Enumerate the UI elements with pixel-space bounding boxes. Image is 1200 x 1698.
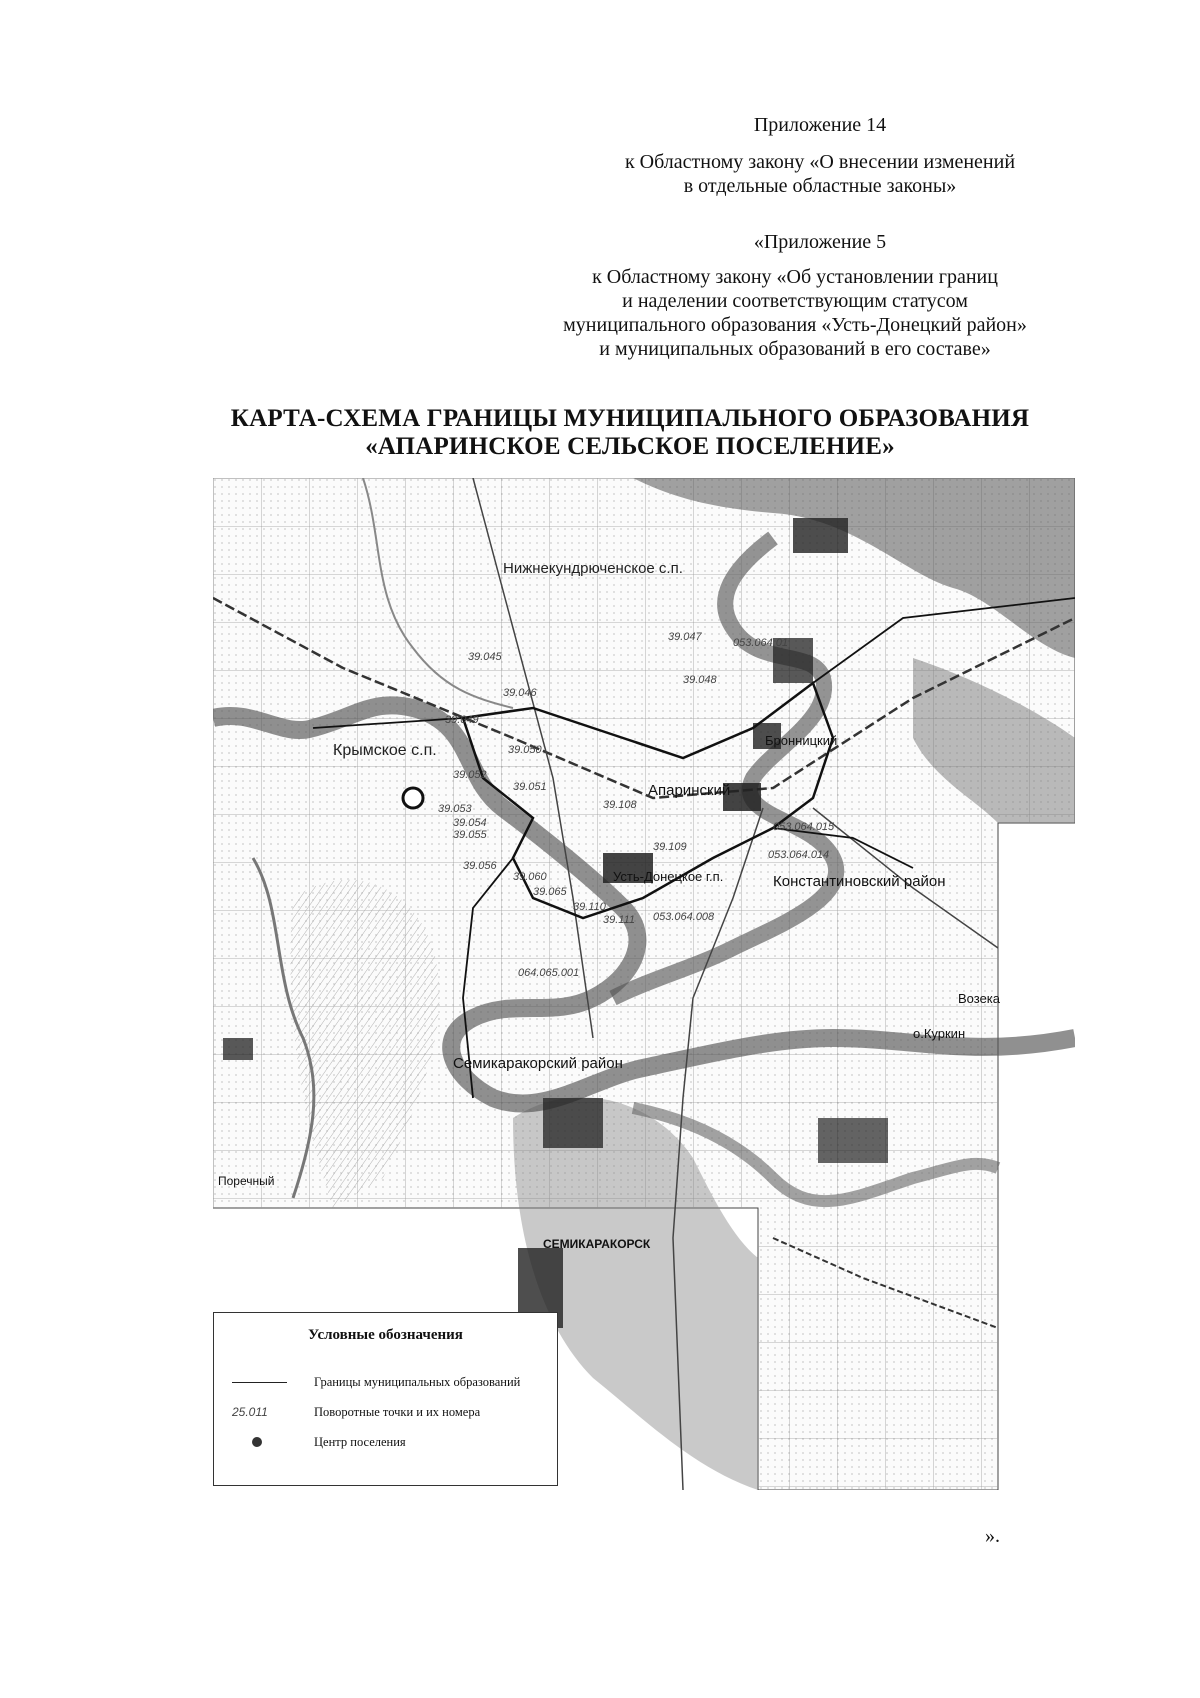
point-label: 053.064.014 [768,849,830,861]
legend-label: Границы муниципальных образований [314,1375,521,1389]
label-porechny: Поречный [218,1174,275,1188]
settlement-novozolotovskaya [818,1118,888,1163]
law1-line1: к Областному закону «О внесении изменений [624,151,1016,173]
point-label: 39.109 [653,841,687,853]
point-label: 39.049 [445,714,479,726]
legend-label: Поворотные точки и их номера [314,1405,481,1419]
settlement-kanygin [223,1038,253,1060]
map-title [140,405,1120,461]
point-label: 39.051 [513,781,547,793]
law1-line2: в отдельные областные законы» [683,175,957,197]
law2-line3: муниципального образования «Усть-Донецкий район» [563,314,1027,336]
label-bronnitsky: Бронницкий [765,733,838,748]
settlement-center-dot-icon [252,1437,262,1447]
legend-item-boundary [214,1373,557,1393]
point-label: 39.047 [668,631,702,643]
point-label: 39.055 [453,829,487,841]
settlement-nizhnekundryuchenskaya [793,518,848,553]
legend-label: Центр поселения [314,1435,406,1449]
map-title-line2: «АПАРИНСКОЕ СЕЛЬСКОЕ ПОСЕЛЕНИЕ» [365,433,895,460]
label-aparinsky: Апаринский [648,782,731,799]
label-semikarakorsk: СЕМИКАРАКОРСК [543,1237,651,1251]
label-nizhnekundryuchenskoe: Нижнекундрюченское с.п. [503,560,683,577]
point-label: 39.110 [573,901,606,913]
point-label: 39.108 [603,799,637,811]
map-legend [213,1312,558,1486]
point-label: 064.065.001 [518,967,580,979]
point-label: 39.056 [463,860,497,872]
legend-title: Условные обозначения [308,1327,463,1343]
point-label: 053.064.008 [653,911,715,923]
law1-reference [540,150,1100,198]
point-label: 39.052 [453,769,487,781]
label-krymskoe: Крымское с.п. [333,742,437,759]
point-label: 39.054 [453,817,487,829]
legend-item-center [214,1433,557,1453]
point-label: 053.064.015 [773,821,835,833]
settlement-semikarakorsk-north [543,1098,603,1148]
point-label: 39.045 [468,651,502,663]
point-label: 39.053 [438,803,472,815]
label-ust-donetskoe: Усть-Донецкое г.п. [613,869,724,884]
point-number-sample: 25.011 [232,1405,268,1419]
law2-line4: и муниципальных образований в его составе» [599,338,991,360]
point-label: 39.048 [683,674,717,686]
closing-quote: ». [985,1525,1000,1547]
label-semikarakorsky: Семикаракорский район [453,1055,623,1072]
boundary-line-icon [232,1382,287,1383]
appendix-14-label: Приложение 14 [753,114,887,136]
appendix-5-label: «Приложение 5 [753,231,887,253]
label-vozeka: Возека [958,991,1001,1006]
label-konstantinovsky: Константиновский район [773,873,946,890]
label-o-kurkin: о.Куркин [913,1026,966,1041]
settlement-center-marker [403,788,423,808]
legend-item-turning-points [214,1403,557,1423]
point-label: 39.060 [513,871,547,883]
point-label: 39.065 [533,886,567,898]
map-title-line1: КАРТА-СХЕМА ГРАНИЦЫ МУНИЦИПАЛЬНОГО ОБРАЗОВАНИЯ [230,405,1030,432]
point-label: 39.046 [503,687,537,699]
law2-line1: к Областному закону «Об установлении границ [592,266,998,288]
law2-reference [490,265,1100,361]
point-label: 39.050 [508,744,542,756]
point-label: 39.111 [603,914,636,926]
law2-line2: и наделении соответствующим статусом [622,290,968,312]
point-label: 053.064.01 [733,637,789,649]
